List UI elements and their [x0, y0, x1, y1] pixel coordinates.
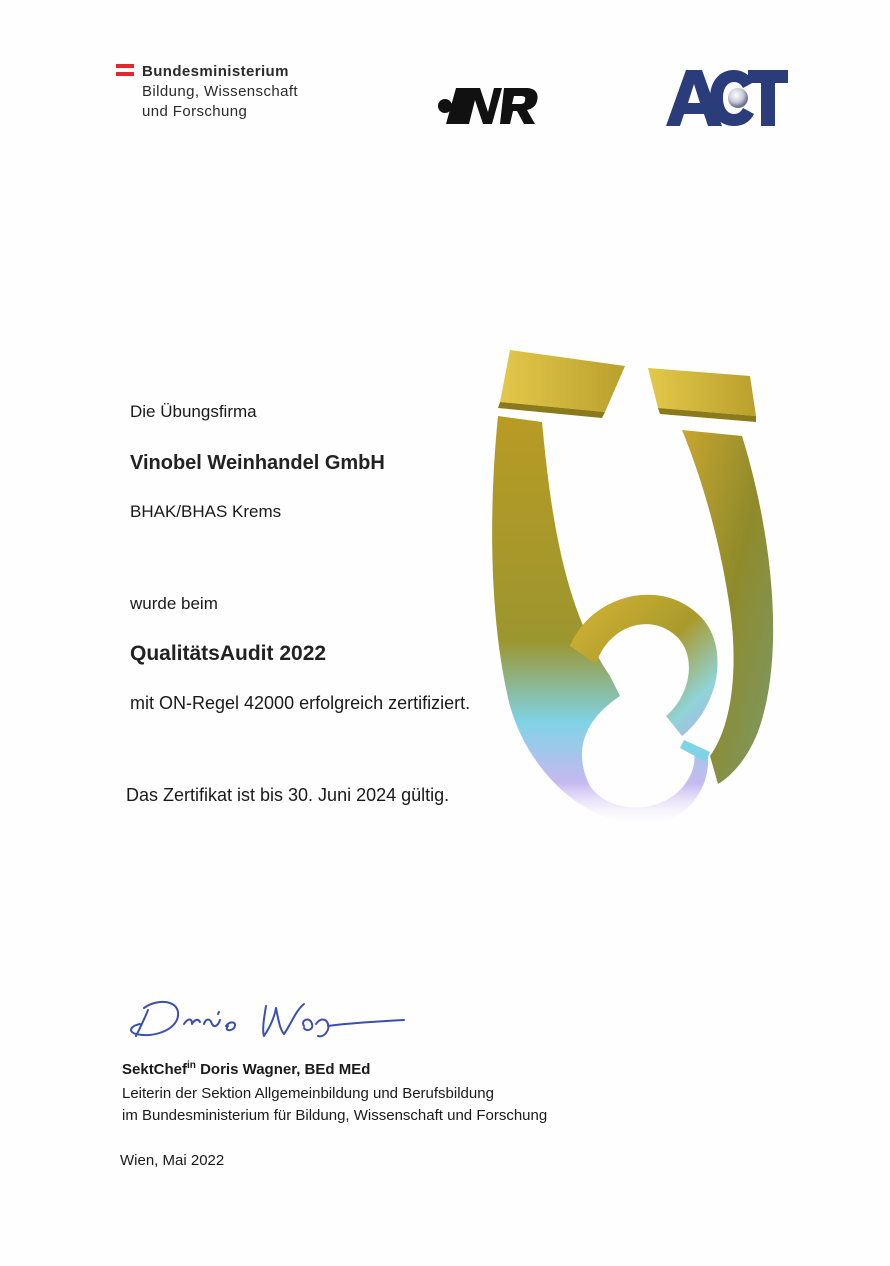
onr-logo-icon [436, 84, 540, 128]
signatory-title-sup: in [187, 1060, 196, 1071]
ministry-line-2: Bildung, Wissenschaft [142, 83, 298, 100]
signatory-fullname: Doris Wagner, BEd MEd [200, 1061, 371, 1078]
place-date: Wien, Mai 2022 [120, 1152, 225, 1169]
company-name: Vinobel Weinhandel GmbH [130, 452, 385, 474]
ministry-line-3: und Forschung [142, 103, 248, 120]
austrian-flag-icon [116, 64, 134, 76]
audit-name: QualitätsAudit 2022 [130, 642, 327, 665]
signatory-title: SektChef [122, 1061, 188, 1078]
validity-text: Das Zertifikat ist bis 30. Juni 2024 gültig. [126, 785, 450, 805]
ministry-line-1: Bundesministerium [142, 63, 289, 80]
signatory-position-1: Leiterin der Sektion Allgemeinbildung und Berufsbildung [122, 1085, 494, 1102]
signatory-position-2: im Bundesministerium für Bildung, Wissenschaft und Forschung [122, 1107, 548, 1124]
intro-label: Die Übungsfirma [130, 402, 257, 421]
wurde-beim-text: wurde beim [130, 594, 218, 613]
handwritten-signature [118, 990, 418, 1050]
signatory-name [122, 1060, 370, 1078]
school-name: BHAK/BHAS Krems [130, 502, 282, 521]
act-logo-icon [664, 68, 790, 128]
uebungsfirma-emblem-icon [470, 346, 800, 826]
regel-text: mit ON-Regel 42000 erfolgreich zertifiziert. [130, 693, 471, 713]
